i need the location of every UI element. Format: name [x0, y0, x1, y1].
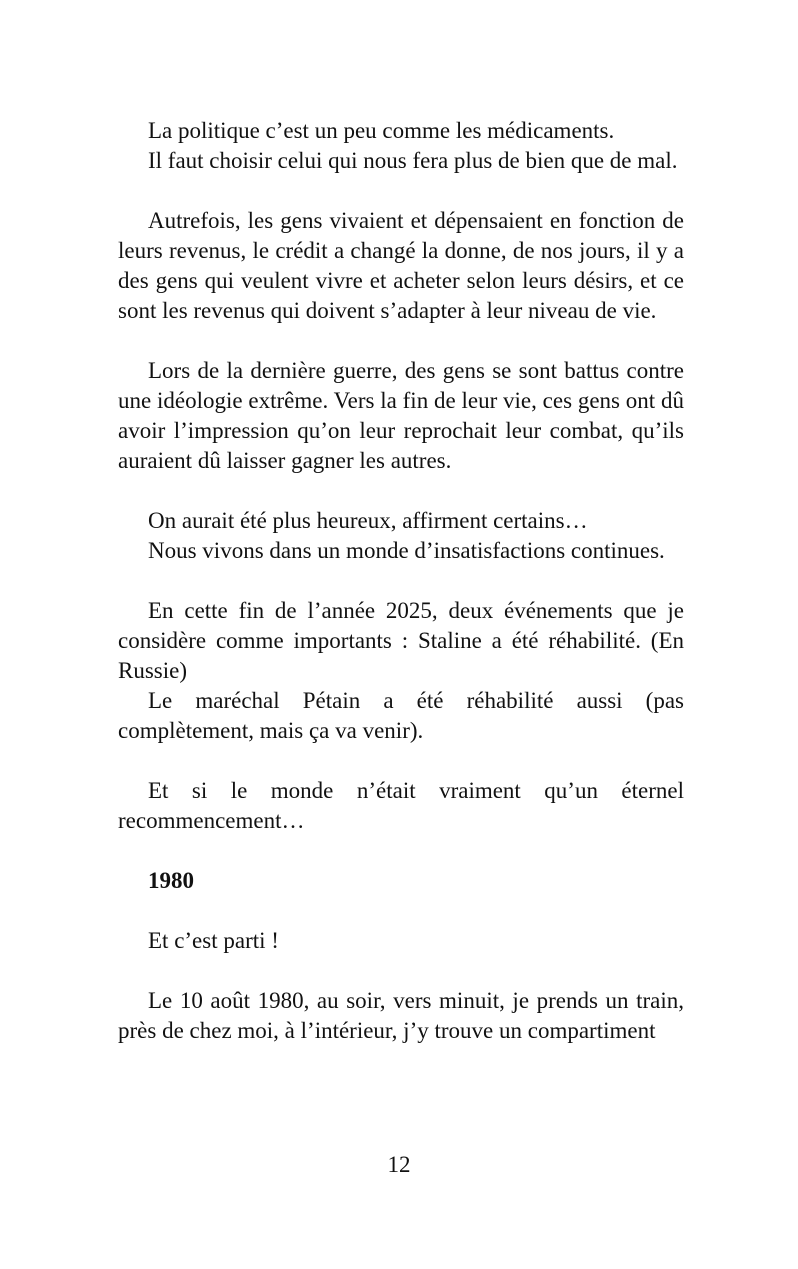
page-number: 12 — [387, 1152, 411, 1177]
page-body — [118, 116, 684, 1046]
paragraph-spacer — [118, 956, 684, 986]
paragraph-dissatisfaction: Nous vivons dans un monde d’insatisfactions continues. — [148, 538, 665, 563]
paragraph-recommencement: Et si le monde n’était vraiment qu’un éternel recommencement… — [118, 778, 684, 833]
paragraph-credit: Autrefois, les gens vivaient et dépensaient en fonction de leurs revenus, le crédit a changé la donne, de nos jours, il y a des gens qui veulent vivre et acheter selon leurs désirs, et ce sont les revenus qui doivent s’adapter à leur niveau de vie. — [118, 208, 684, 323]
paragraph-politics-line2: Il faut choisir celui qui nous fera plus de bien que de mal. — [148, 148, 678, 173]
paragraph-petain: Le maréchal Pétain a été réhabilité aussi (pas complètement, mais ça va venir). — [118, 688, 684, 743]
paragraph-start: Et c’est parti ! — [148, 928, 279, 953]
section-heading: 1980 — [148, 868, 194, 893]
paragraph-war: Lors de la dernière guerre, des gens se sont battus contre une idéologie extrême. Vers la fin de leur vie, ces gens ont dû avoir l’impression qu’on leur reprochait leur combat, qu’ils auraient dû laisser gagner les autres. — [118, 358, 684, 473]
paragraph-spacer — [118, 326, 684, 356]
paragraph-spacer — [118, 836, 684, 866]
paragraph-happier: On aurait été plus heureux, affirment certains… — [148, 508, 588, 533]
paragraph-politics-line1: La politique c’est un peu comme les médicaments. — [148, 118, 615, 143]
paragraph-spacer — [118, 746, 684, 776]
paragraph-spacer — [118, 566, 684, 596]
paragraph-2025-events: En cette fin de l’année 2025, deux événements que je considère comme importants : Staline a été réhabilité. (En Russie) — [118, 598, 684, 683]
paragraph-spacer — [118, 476, 684, 506]
paragraph-spacer — [118, 176, 684, 206]
paragraph-train: Le 10 août 1980, au soir, vers minuit, je prends un train, près de chez moi, à l’intérieur, j’y trouve un compartiment — [118, 988, 684, 1043]
paragraph-spacer — [118, 896, 684, 926]
